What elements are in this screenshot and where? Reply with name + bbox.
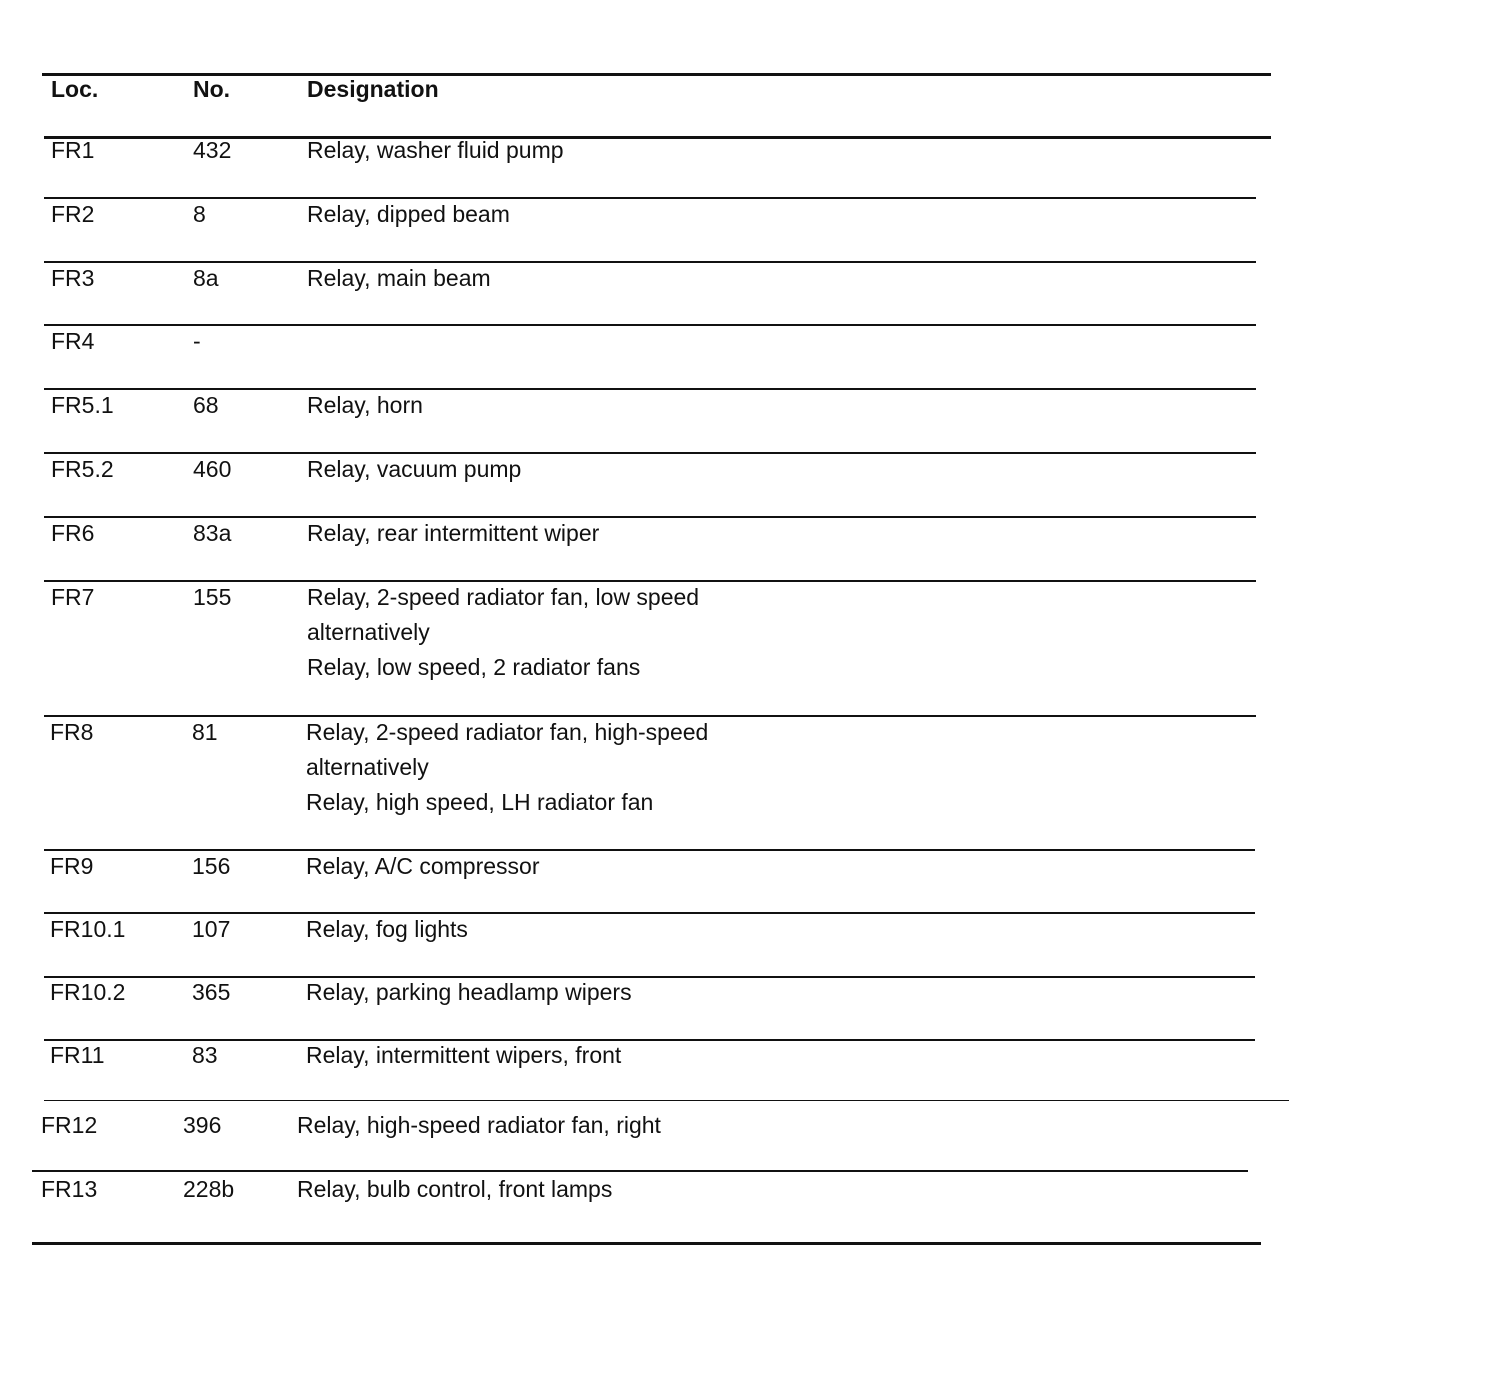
cell-designation <box>297 1108 661 1143</box>
header-designation: Designation <box>307 76 439 102</box>
cell-loc: FR11 <box>50 1042 105 1068</box>
designation-line: alternatively <box>306 754 429 780</box>
cell-loc: FR2 <box>51 201 95 227</box>
designation-line: Relay, intermittent wipers, front <box>306 1042 622 1068</box>
cell-no: 396 <box>183 1112 222 1138</box>
designation-line: Relay, dipped beam <box>307 201 510 227</box>
row-rule <box>44 1039 1255 1041</box>
cell-designation <box>307 133 564 168</box>
cell-loc: FR10.2 <box>50 979 126 1005</box>
designation-line: Relay, parking headlamp wipers <box>306 979 632 1005</box>
header-loc: Loc. <box>51 76 99 102</box>
cell-designation <box>307 452 521 487</box>
cell-loc: FR9 <box>50 853 94 879</box>
cell-loc: FR1 <box>51 137 95 163</box>
cell-loc: FR3 <box>51 265 95 291</box>
designation-line: Relay, 2-speed radiator fan, low speed <box>307 584 700 610</box>
designation-line: Relay, high speed, LH radiator fan <box>306 789 654 815</box>
cell-no: 81 <box>192 719 218 745</box>
designation-line: Relay, fog lights <box>306 916 468 942</box>
cell-loc: FR5.2 <box>51 456 114 482</box>
designation-line: Relay, washer fluid pump <box>307 137 564 163</box>
cell-no: 83 <box>192 1042 218 1068</box>
cell-no: 460 <box>193 456 232 482</box>
header-no: No. <box>193 76 231 102</box>
cell-loc: FR8 <box>50 719 94 745</box>
row-rule <box>44 388 1256 390</box>
designation-line: Relay, 2-speed radiator fan, high-speed <box>306 719 709 745</box>
cell-designation <box>306 715 708 820</box>
cell-designation <box>307 197 510 232</box>
cell-designation <box>307 261 491 296</box>
cell-designation <box>306 975 632 1010</box>
cell-no: 8a <box>193 265 219 291</box>
cell-no: 228b <box>183 1176 235 1202</box>
cell-designation <box>307 516 599 551</box>
cell-loc: FR13 <box>41 1176 98 1202</box>
cell-no: 365 <box>192 979 231 1005</box>
cell-designation <box>306 1038 621 1073</box>
row-rule <box>44 324 1256 326</box>
row-rule <box>44 261 1256 263</box>
designation-line: Relay, low speed, 2 radiator fans <box>307 654 641 680</box>
row-rule <box>44 1100 1289 1101</box>
cell-loc: FR4 <box>51 328 95 354</box>
designation-line: Relay, horn <box>307 392 423 418</box>
cell-designation <box>297 1172 612 1207</box>
cell-no: 432 <box>193 137 232 163</box>
designation-line: Relay, high-speed radiator fan, right <box>297 1112 661 1138</box>
designation-line: Relay, bulb control, front lamps <box>297 1176 613 1202</box>
cell-designation <box>307 388 423 423</box>
row-rule <box>32 1242 1261 1245</box>
designation-line: alternatively <box>307 619 430 645</box>
designation-line: Relay, A/C compressor <box>306 853 540 879</box>
cell-designation <box>307 580 699 685</box>
cell-no: 8 <box>193 201 206 227</box>
cell-no: - <box>193 328 201 354</box>
designation-line: Relay, main beam <box>307 265 491 291</box>
cell-no: 107 <box>192 916 231 942</box>
cell-loc: FR10.1 <box>50 916 126 942</box>
designation-line: Relay, rear intermittent wiper <box>307 520 600 546</box>
cell-loc: FR7 <box>51 584 95 610</box>
cell-designation <box>306 849 539 884</box>
cell-loc: FR5.1 <box>51 392 114 418</box>
cell-no: 155 <box>193 584 232 610</box>
cell-loc: FR6 <box>51 520 95 546</box>
cell-designation <box>306 912 468 947</box>
cell-loc: FR12 <box>41 1112 98 1138</box>
cell-no: 156 <box>192 853 231 879</box>
row-rule <box>44 197 1256 199</box>
cell-no: 68 <box>193 392 219 418</box>
designation-line: Relay, vacuum pump <box>307 456 522 482</box>
cell-no: 83a <box>193 520 232 546</box>
